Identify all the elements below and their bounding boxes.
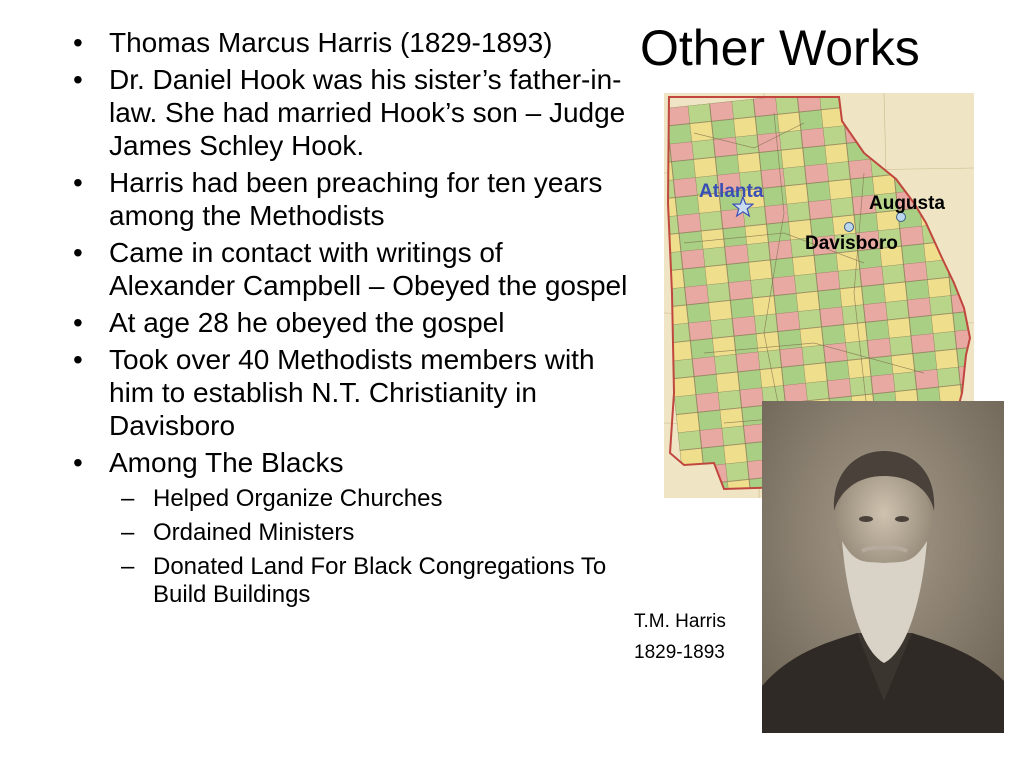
sub-bullet-list — [115, 485, 630, 609]
bullet-item-with-subs — [70, 446, 630, 609]
sub-bullet-item: – Ordained Ministers — [115, 519, 630, 547]
portrait-photo — [762, 401, 1004, 733]
bullet-list — [70, 26, 630, 615]
slide-title: Other Works — [640, 20, 920, 76]
city-dot-icon — [844, 222, 854, 232]
bullet-item-label: Among The Blacks — [109, 447, 344, 478]
bullet-item: • Dr. Daniel Hook was his sister’s father-in-law. She had married Hook’s son – Judge James Schley Hook. — [70, 63, 630, 162]
sub-bullet-item: – Helped Organize Churches — [115, 485, 630, 513]
bullet-item: • Harris had been preaching for ten years among the Methodists — [70, 166, 630, 232]
portrait-graphic — [762, 401, 1004, 733]
portrait-caption — [634, 606, 726, 668]
caption-name: T.M. Harris — [634, 611, 726, 632]
bullet-item: • Thomas Marcus Harris (1829-1893) — [70, 26, 630, 59]
bullet-item: • At age 28 he obeyed the gospel — [70, 306, 630, 339]
sub-bullet-item: – Donated Land For Black Congregations To Build Buildings — [115, 553, 630, 609]
bullet-item: • Came in contact with writings of Alexander Campbell – Obeyed the gospel — [70, 236, 630, 302]
bullet-item: • Took over 40 Methodists members with him to establish N.T. Christianity in Davisboro — [70, 343, 630, 442]
city-label-augusta: Augusta — [869, 193, 945, 214]
city-label-davisboro: Davisboro — [805, 233, 898, 254]
caption-years: 1829-1893 — [634, 642, 725, 663]
city-label-atlanta: Atlanta — [699, 181, 764, 202]
